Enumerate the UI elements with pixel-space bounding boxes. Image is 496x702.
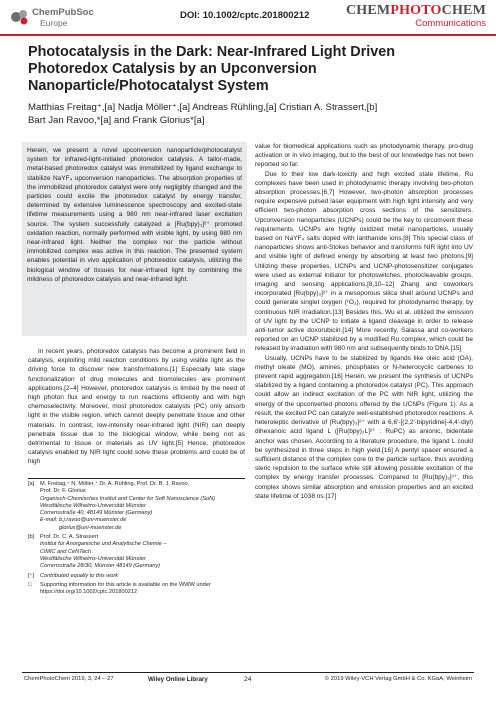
affiliation-b [28, 534, 245, 570]
journal-title [346, 3, 486, 19]
body-paragraph: In recent years, photoredox catalysis has become a prominent field in catalysis, exploiting mild reaction conditions by using visible light as the driving force to discover new transformations.[1] Especially late stage functionalization of drug molecules and biomolecules are prominent applications.[2–4] However, photoredox catalysis is limited by the need of high photon flux and energy to run reactions efficiently and with high chemoselectivity. Moreover, most photoredox catalysts (PC) only absorb light in the visible region, which cannot deeply penetrate tissue and other materials. In contrast, low-intensity near-infrared light (NIR) can deeply penetrate tissue due to the biological window, while being not as detrimental to tissue or materials as UV light.[5] Hence, photoredox catalysis enabled by NIR light could solve these problems and could be of high [28, 348, 245, 466]
affiliation-line: Westfälische Wilhelms-Universität Münster [40, 555, 146, 562]
affiliation-line: Prof. Dr. C. A. Strassert [40, 534, 99, 541]
page-number: 24 [244, 676, 252, 683]
header-divider [0, 34, 496, 36]
affiliation-line: Corrensstraße 40, 48149 Münster (Germany) [40, 510, 153, 517]
supporting-info-link[interactable]: https://doi.org/10.1002/cptc.201800212 [40, 589, 138, 596]
affiliation-line: Corrensstraße 28/30, Münster 48149 (Germany) [40, 563, 161, 570]
logo-text-secondary: Europe [40, 18, 68, 28]
affiliation-line: Westfälische Wilhelms-Universität Münster [40, 502, 146, 509]
footer-divider [22, 672, 474, 673]
affiliation-equal-contribution [28, 573, 245, 580]
body-paragraph: Due to their low dark-toxicity and high excited state lifetime, Ru complexes have been used in photodynamic therapy involving two-photon absorption processes.[6,7] However, two-photon absorption processes require expensive pulsed laser equipment with high light intensity and very efficient two-photon absorption cross sections of the sensitizers. Upconversion nanoparticles (UCNPs) could be the key to circumvent these requirements. UCNPs are highly oxidized metal nanoparticles, usually based on NaYF₄ salts doped with lanthanide ions.[8] This special class of nanoparticles shows anti-Stokes behavior and transforms NIR light into UV and visible light of defined energy by absorbing at least two photons.[9] Utilizing these properties, UCNPs and UCNP-photosensitizer conjugates were used as external initiator for photoswitches, photocleavable groups, imaging and sensing applications.[8,10–12] Zhang and coworkers incorporated [Ru(bpy)₃]²⁺ in a mesoporous silica shell around UCNPs and could generate singlet oxygen (¹O₂), required for photodynamic therapy, by continuous NIR irradiation.[13] Besides this, Wu et al. utilized the emission of UV light by the UCNP to initiate a ligand cleavage in order to release anti-tumor active doxorubicin.[14] More recently, Salassa and co-workers reported on an UCNP stabilized by a modified Ru complex, which could be released by irradiation with 980 nm and subsequently binds to DNA.[15] [255, 170, 473, 353]
body-paragraph: Usually, UCNPs have to be stabilized by ligands like oleic acid (OA), methyl oleate (MO), amines, phosphates or N-heterocyclic carbenes to prevent rapid aggregation.[16] Herein, we present the synthesis of UCNPs stabilized by a ligand containing a photoredox catalyst (PC). This approach could allow an indirect excitation of the PC with NIR light, utilizing the energy of the upconverted photons offered by the UCNPs (Figure 1). As a result, the excited PC can catalyze well-established photoredox reactions. A heteroleptic derivative of [Ru(bpy)₃]²⁺ with a 6,6′-[(2,2′-bipyridine]-4,4′-diyl) dihexanoic acid ligand L ([Ru(bpy)₂L]²⁺ : RuPC) as anionic, bidentate anchor was chosen. According to a literature procedure, the ligand L could be synthesized in three steps in high yield.[16] A pentyl spacer ensured a sufficient distance of the complex core to the particle surface, thus avoiding steric repulsion to the surface while still allowing possible excitation of the complex by energy transfer processes. Compared to [Ru(bpy)₃]²⁺, this complex shows similar absorption and emission properties and an excited state lifetime of 1038 ns.[17] [255, 354, 473, 500]
left-column [28, 347, 245, 467]
footer-wiley-link[interactable]: Wiley Online Library [148, 676, 208, 683]
affiliations [28, 481, 245, 598]
journal-title-part2: PHOTO [390, 3, 442, 18]
article-title: Photocatalysis in the Dark: Near-Infrared Light Driven Photoredox Catalysis by an Upconversion Nanoparticle/Photocatalyst System [28, 44, 396, 94]
journal-masthead [346, 3, 486, 29]
logo-text-primary: ChemPubSoc [32, 7, 94, 18]
author-line: Matthias Freitag⁺,[a] Nadja Möller⁺,[a] Andreas Rühling,[a] Cristian A. Strassert,[b] [28, 102, 378, 113]
author-list [28, 102, 468, 127]
affiliation-divider [28, 478, 245, 479]
body-paragraph: value for biomedical applications such as photodynamic therapy, pro-drug activation or in vivo imaging, but to the best of our knowledge has not been reported so far. [255, 143, 473, 169]
affiliation-line: Institut für Anorganische und Analytische Chemie – [40, 541, 167, 548]
affiliation-email[interactable]: E-mail: b.j.ravoo@uni-muenster.de [40, 517, 127, 524]
affiliation-line: Supporting information for this article is available on the WWW under [40, 581, 211, 588]
footer-copyright: © 2019 Wiley-VCH Verlag GmbH & Co. KGaA, Weinheim [324, 676, 472, 682]
affiliation-label: [b] [28, 534, 35, 541]
doi-label[interactable]: DOI: 10.1002/cptc.201800212 [180, 10, 310, 21]
supporting-information-note [28, 582, 245, 597]
affiliation-label: [⁺] [28, 572, 35, 579]
affiliation-email[interactable]: glorius@uni-muenster.de [59, 524, 122, 531]
affiliation-line: M. Freitag,⁺ N. Möller,⁺ Dr. A. Rühling, Prof. Dr. B. J. Ravoo, [40, 481, 190, 487]
abstract-box [22, 142, 247, 336]
journal-title-part1: CHEM [345, 3, 391, 18]
affiliation-line: Contributed equally to this work [40, 572, 119, 579]
publisher-logo [10, 6, 120, 32]
affiliation-a [28, 481, 245, 532]
supporting-info-icon: □ [28, 581, 32, 588]
journal-title-part3: CHEM [441, 3, 486, 18]
journal-section: Communications [415, 18, 486, 29]
affiliation-line: CiMIC and CeNTech [40, 548, 92, 555]
author-line: Bart Jan Ravoo,*[a] and Frank Glorius*[a] [28, 114, 205, 126]
right-column [255, 142, 473, 501]
footer-citation: ChemPhotoChem 2019, 3, 24 – 27 [24, 676, 114, 682]
chempubsoc-logo-icon [10, 8, 30, 26]
affiliation-line: Prof. Dr. F. Glorius [40, 488, 86, 495]
affiliation-label: [a] [28, 481, 35, 487]
affiliation-line: Organisch-Chemisches Institut and Center for Soft Nanoscience (SoN) [40, 495, 216, 502]
abstract-text: Herein, we present a novel upconversion nanoparticle/photocatalyst system for infrared-light-initiated photoredox catalysis. A tailor-made, metal-based photoredox catalyst was immobilized by ligand exchange to stabilize NaYF₄ upconversion nanoparticles. The absorption properties of the immobilized photoredox catalyst were only negligibly changed and the particles could excite the photoredox catalyst by energy transfer, determined by extensive luminescence spectroscopy and excited-state lifetime measurements using a 980 nm near-infrared laser excitation source. The system successfully catalyzed a [Ru(bpy)₃]²⁺ promoted oxidation reaction, normally performed with visible light, by using 980 nm near-infrared light. Neither the complex nor the particle without immobilized complex was active in this reaction. The presented system enables potential in vivo application of photoredox catalysis, utilizing the biological window of tissues for near-infrared light by combining the mildness of photoredox catalysis and near-infrared light. [27, 147, 242, 283]
